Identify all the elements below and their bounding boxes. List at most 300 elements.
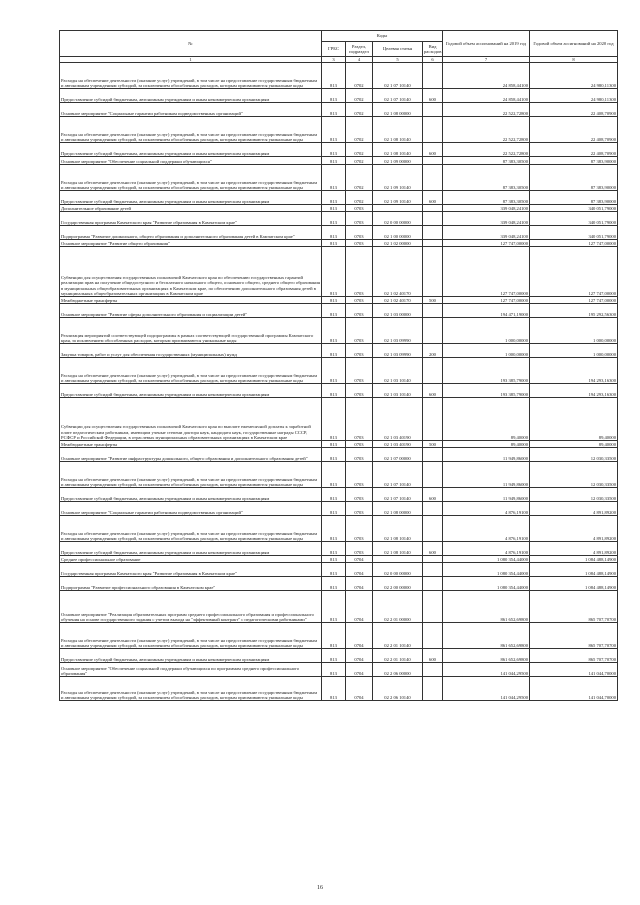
row-amount-2019-cell: 1 080 354,44000 <box>443 563 530 577</box>
row-vid-cell <box>423 502 443 516</box>
row-name-cell: Расходы на обеспечение деятельности (оказание услуг) учреждений, в том числе на предоставление государственным бюджетным и автономным учреждениям субсидий, за исключением обособленных расходов, которым присваиваются уникальные коды <box>60 677 322 701</box>
row-target-cell: 02 1 07 10140 <box>373 462 423 488</box>
table-row <box>60 89 618 103</box>
row-target-cell: 02 1 03 40190 <box>373 398 423 441</box>
row-vid-cell <box>423 240 443 247</box>
row-name-cell: Среднее профессиональное образование <box>60 556 322 563</box>
row-razdel-cell: 0703 <box>346 488 373 502</box>
row-vid-cell: 600 <box>423 89 443 103</box>
row-amount-2020-cell: 127 747,00000 <box>530 297 618 304</box>
table-row <box>60 205 618 212</box>
row-amount-2020-cell: 12 030,33500 <box>530 462 618 488</box>
budget-sheet <box>59 30 617 701</box>
row-amount-2019-cell: 1 000,00000 <box>443 318 530 344</box>
row-grbs-cell: 813 <box>322 240 346 247</box>
row-grbs-cell: 813 <box>322 542 346 556</box>
row-amount-2020-cell: 141 044,70000 <box>530 677 618 701</box>
row-target-cell: 02 1 03 09990 <box>373 318 423 344</box>
row-vid-cell <box>423 117 443 143</box>
row-razdel-cell: 0703 <box>346 247 373 297</box>
row-name-cell: Основное мероприятие "Обеспечение социальной поддержки обучающихся" <box>60 157 322 165</box>
row-vid-cell <box>423 304 443 318</box>
table-body <box>60 63 618 701</box>
row-vid-cell <box>423 157 443 165</box>
row-razdel-cell: 0703 <box>346 502 373 516</box>
row-target-cell: 02 1 09 10140 <box>373 165 423 191</box>
row-grbs-cell: 813 <box>322 441 346 448</box>
row-amount-2019-cell: 87 383,30500 <box>443 157 530 165</box>
row-target-cell: 02 1 09 00000 <box>373 157 423 165</box>
row-vid-cell <box>423 556 443 563</box>
row-target-cell: 02 1 08 10140 <box>373 143 423 157</box>
row-razdel-cell: 0703 <box>346 384 373 398</box>
row-vid-cell: 500 <box>423 297 443 304</box>
row-vid-cell <box>423 516 443 542</box>
row-razdel-cell: 0704 <box>346 577 373 591</box>
row-razdel-cell: 0703 <box>346 462 373 488</box>
row-grbs-cell: 813 <box>322 226 346 240</box>
row-target-cell: 02 1 02 40170 <box>373 247 423 297</box>
header-grbs: ГРБС <box>322 42 346 57</box>
row-vid-cell <box>423 623 443 649</box>
row-name-cell: Расходы на обеспечение деятельности (оказание услуг) учреждений, в том числе на предоставление государственным бюджетным и автономным учреждениям субсидий, за исключением обособленных расходов, которым присваиваются уникальные коды <box>60 63 322 89</box>
row-amount-2019-cell: 87 383,30500 <box>443 165 530 191</box>
row-target-cell: 02 1 09 10140 <box>373 191 423 205</box>
row-vid-cell <box>423 358 443 384</box>
row-amount-2019-cell: 4 876,19100 <box>443 502 530 516</box>
row-name-cell: Межбюджетные трансферты <box>60 297 322 304</box>
table-row <box>60 318 618 344</box>
table-row <box>60 556 618 563</box>
row-target-cell <box>373 205 423 212</box>
row-name-cell: Подпрограмма "Развитие профессионального образования в Камчатском крае" <box>60 577 322 591</box>
row-vid-cell <box>423 212 443 226</box>
row-amount-2019-cell: 141 044,29500 <box>443 663 530 677</box>
table-row <box>60 542 618 556</box>
row-amount-2019-cell: 11 949,86000 <box>443 462 530 488</box>
row-amount-2020-cell: 24 980,11300 <box>530 63 618 89</box>
table-row <box>60 226 618 240</box>
table-row <box>60 165 618 191</box>
row-grbs-cell: 813 <box>322 318 346 344</box>
row-name-cell: Субвенции для осуществления государственных полномочий Камчатского края по обеспечению государственных гарантий реализации прав на получение общедоступного и бесплатного начального общего, основного общего, среднего общего образования в муниципальных общеобразовательных организациях в Камчатском крае, по обеспечению дополнительного образования детей в муниципальных общеобразовательных организациях в Камчатском крае <box>60 247 322 297</box>
row-target-cell: 02 1 08 00000 <box>373 502 423 516</box>
row-target-cell: 02 1 03 10140 <box>373 384 423 398</box>
row-amount-2020-cell: 1 000,00000 <box>530 318 618 344</box>
row-name-cell: Предоставление субсидий бюджетным, автономным учреждениям и иным некоммерческим организациям <box>60 542 322 556</box>
row-razdel-cell: 0703 <box>346 226 373 240</box>
row-target-cell: 02 2 01 10140 <box>373 649 423 663</box>
row-razdel-cell: 0703 <box>346 304 373 318</box>
table-row <box>60 157 618 165</box>
row-vid-cell <box>423 563 443 577</box>
row-razdel-cell: 0704 <box>346 663 373 677</box>
row-razdel-cell: 0702 <box>346 89 373 103</box>
row-razdel-cell: 0703 <box>346 297 373 304</box>
row-razdel-cell: 0704 <box>346 677 373 701</box>
row-target-cell: 02 1 08 10140 <box>373 516 423 542</box>
row-razdel-cell: 0703 <box>346 448 373 462</box>
header-razdel: Раздел, подраздел <box>346 42 373 57</box>
row-amount-2020-cell: 22 408,70900 <box>530 143 618 157</box>
row-amount-2020-cell: 141 044,70000 <box>530 663 618 677</box>
row-target-cell: 02 1 07 10140 <box>373 488 423 502</box>
row-amount-2020-cell: 87 383,90000 <box>530 165 618 191</box>
row-amount-2020-cell: 865 707,70700 <box>530 649 618 663</box>
row-target-cell: 02 2 06 10140 <box>373 677 423 701</box>
row-grbs-cell: 813 <box>322 157 346 165</box>
row-amount-2019-cell: 339 048,24100 <box>443 212 530 226</box>
table-row <box>60 398 618 441</box>
header-target: Целевая статья <box>373 42 423 57</box>
row-vid-cell <box>423 663 443 677</box>
row-grbs-cell: 813 <box>322 677 346 701</box>
row-amount-2020-cell: 4 891,89200 <box>530 542 618 556</box>
table-row <box>60 344 618 358</box>
row-grbs-cell: 813 <box>322 143 346 157</box>
row-name-cell: Субвенции для осуществления государственных полномочий Камчатского края по выплате ежемесячной доплаты к заработной плате педагогическим работникам, имеющим ученые степени доктора наук, кандидата наук, государственные награды СССР, РСФСР и Российской Федерации, в отраслевых муниципальных образовательных организациях в Камчатском крае <box>60 398 322 441</box>
row-amount-2019-cell: 11 949,86000 <box>443 448 530 462</box>
row-grbs-cell: 813 <box>322 344 346 358</box>
budget-table <box>59 30 618 701</box>
header-index-cell: 7 <box>443 57 530 63</box>
row-vid-cell <box>423 63 443 89</box>
row-vid-cell <box>423 226 443 240</box>
row-razdel-cell: 0702 <box>346 63 373 89</box>
page-number: 16 <box>317 885 323 891</box>
row-name-cell: Государственная программа Камчатского края "Развитие образования в Камчатском крае" <box>60 212 322 226</box>
row-amount-2019-cell: 127 747,00000 <box>443 240 530 247</box>
row-amount-2020-cell: 865 707,70700 <box>530 591 618 623</box>
row-vid-cell <box>423 577 443 591</box>
row-grbs-cell: 813 <box>322 212 346 226</box>
row-target-cell: 02 2 01 10140 <box>373 623 423 649</box>
row-amount-2019-cell: 339 048,24100 <box>443 226 530 240</box>
row-amount-2020-cell: 12 030,33500 <box>530 448 618 462</box>
row-name-cell: Предоставление субсидий бюджетным, автономным учреждениям и иным некоммерческим организациям <box>60 384 322 398</box>
row-amount-2020-cell: 194 293,16300 <box>530 358 618 384</box>
row-target-cell: 02 1 07 10140 <box>373 89 423 103</box>
row-vid-cell <box>423 398 443 441</box>
row-grbs-cell: 813 <box>322 448 346 462</box>
row-razdel-cell: 0703 <box>346 344 373 358</box>
row-amount-2020-cell: 127 747,00000 <box>530 247 618 297</box>
row-razdel-cell: 0703 <box>346 358 373 384</box>
row-name-cell: Основное мероприятие "Развитие сферы дополнительного образования и социализации детей" <box>60 304 322 318</box>
row-grbs-cell: 813 <box>322 462 346 488</box>
row-vid-cell <box>423 247 443 297</box>
row-amount-2019-cell: 87 383,30500 <box>443 191 530 205</box>
row-amount-2020-cell: 340 051,79000 <box>530 212 618 226</box>
row-razdel-cell: 0704 <box>346 556 373 563</box>
table-row <box>60 663 618 677</box>
row-amount-2020-cell: 22 408,70900 <box>530 117 618 143</box>
row-name-cell: Расходы на обеспечение деятельности (оказание услуг) учреждений, в том числе на предоставление государственным бюджетным и автономным учреждениям субсидий, за исключением обособленных расходов, которым присваиваются уникальные коды <box>60 165 322 191</box>
row-razdel-cell: 0703 <box>346 205 373 212</box>
row-amount-2020-cell: 127 747,00000 <box>530 240 618 247</box>
table-row <box>60 304 618 318</box>
row-name-cell: Предоставление субсидий бюджетным, автономным учреждениям и иным некоммерческим организациям <box>60 143 322 157</box>
row-vid-cell <box>423 677 443 701</box>
table-row <box>60 212 618 226</box>
table-row <box>60 563 618 577</box>
row-name-cell: Основное мероприятие "Обеспечение социальной поддержки обучающихся по программам среднего профессионального образования" <box>60 663 322 677</box>
header-row-top <box>60 31 618 42</box>
row-razdel-cell: 0702 <box>346 103 373 117</box>
table-row <box>60 358 618 384</box>
row-amount-2019-cell: 861 652,69800 <box>443 591 530 623</box>
table-row <box>60 143 618 157</box>
row-razdel-cell: 0702 <box>346 143 373 157</box>
table-row <box>60 240 618 247</box>
row-amount-2019-cell: 11 949,86000 <box>443 488 530 502</box>
row-name-cell: Подпрограмма "Развитие дошкольного, общего образования и дополнительного образования детей в Камчатском крае" <box>60 226 322 240</box>
table-row <box>60 63 618 89</box>
row-amount-2020-cell: 1 084 488,14900 <box>530 577 618 591</box>
row-amount-2020-cell: 4 891,89200 <box>530 502 618 516</box>
row-name-cell: Расходы на обеспечение деятельности (оказание услуг) учреждений, в том числе на предоставление государственным бюджетным и автономным учреждениям субсидий, за исключением обособленных расходов, которым присваиваются уникальные коды <box>60 516 322 542</box>
header-index-cell: 8 <box>530 57 618 63</box>
row-grbs-cell: 813 <box>322 556 346 563</box>
row-razdel-cell: 0702 <box>346 191 373 205</box>
row-vid-cell: 200 <box>423 344 443 358</box>
row-amount-2019-cell: 22 522,72800 <box>443 143 530 157</box>
row-grbs-cell: 813 <box>322 591 346 623</box>
row-name-cell: Расходы на обеспечение деятельности (оказание услуг) учреждений, в том числе на предоставление государственным бюджетным и автономным учреждениям субсидий, за исключением обособленных расходов, которым присваиваются уникальные коды <box>60 462 322 488</box>
row-vid-cell: 600 <box>423 649 443 663</box>
row-grbs-cell: 813 <box>322 502 346 516</box>
row-target-cell: 02 1 02 00000 <box>373 240 423 247</box>
row-razdel-cell: 0703 <box>346 398 373 441</box>
header-num: № <box>60 31 322 57</box>
table-row <box>60 623 618 649</box>
row-vid-cell: 600 <box>423 191 443 205</box>
row-amount-2019-cell: 127 747,00000 <box>443 247 530 297</box>
header-year-2019: Годовой объем ассигнований на 2019 год <box>443 31 530 57</box>
row-amount-2019-cell: 127 747,00000 <box>443 297 530 304</box>
row-grbs-cell: 813 <box>322 205 346 212</box>
row-amount-2019-cell: 193 385,79000 <box>443 384 530 398</box>
row-amount-2020-cell: 4 891,89200 <box>530 516 618 542</box>
row-grbs-cell: 813 <box>322 358 346 384</box>
row-amount-2020-cell: 1 084 488,14900 <box>530 563 618 577</box>
row-vid-cell <box>423 318 443 344</box>
row-amount-2019-cell: 194 471,19000 <box>443 304 530 318</box>
row-razdel-cell: 0703 <box>346 240 373 247</box>
row-grbs-cell: 813 <box>322 191 346 205</box>
row-amount-2019-cell: 861 652,69800 <box>443 623 530 649</box>
row-target-cell: 02 2 00 00000 <box>373 577 423 591</box>
row-amount-2019-cell: 339 048,24100 <box>443 205 530 212</box>
row-amount-2019-cell: 4 876,19100 <box>443 542 530 556</box>
row-amount-2020-cell: 194 293,16300 <box>530 384 618 398</box>
row-amount-2020-cell: 22 408,70900 <box>530 103 618 117</box>
row-target-cell: 02 1 02 40170 <box>373 297 423 304</box>
table-row <box>60 297 618 304</box>
row-target-cell: 02 1 07 00000 <box>373 448 423 462</box>
row-name-cell: Межбюджетные трансферты <box>60 441 322 448</box>
row-grbs-cell: 813 <box>322 89 346 103</box>
row-grbs-cell: 813 <box>322 304 346 318</box>
row-grbs-cell: 813 <box>322 577 346 591</box>
row-vid-cell <box>423 165 443 191</box>
row-amount-2019-cell: 24 858,44100 <box>443 89 530 103</box>
row-razdel-cell: 0703 <box>346 318 373 344</box>
row-name-cell: Дополнительное образование детей <box>60 205 322 212</box>
table-row <box>60 462 618 488</box>
row-vid-cell: 600 <box>423 488 443 502</box>
row-amount-2019-cell: 22 522,72800 <box>443 117 530 143</box>
row-amount-2020-cell: 12 030,33500 <box>530 488 618 502</box>
row-amount-2020-cell: 89,40000 <box>530 398 618 441</box>
table-row <box>60 103 618 117</box>
header-codes: Коды <box>322 31 443 42</box>
header-index-cell: 1 <box>60 57 322 63</box>
row-grbs-cell: 813 <box>322 297 346 304</box>
row-target-cell: 02 1 08 10140 <box>373 117 423 143</box>
row-amount-2019-cell: 861 652,69800 <box>443 649 530 663</box>
row-grbs-cell: 813 <box>322 117 346 143</box>
table-row <box>60 117 618 143</box>
row-amount-2019-cell: 89,40000 <box>443 441 530 448</box>
row-target-cell: 02 1 08 00000 <box>373 103 423 117</box>
table-row <box>60 502 618 516</box>
row-razdel-cell: 0703 <box>346 441 373 448</box>
row-razdel-cell: 0702 <box>346 117 373 143</box>
row-grbs-cell: 813 <box>322 649 346 663</box>
row-vid-cell <box>423 103 443 117</box>
row-grbs-cell: 813 <box>322 165 346 191</box>
row-name-cell: Основное мероприятие "Социальные гарантии работникам подведомственных организаций" <box>60 502 322 516</box>
row-name-cell: Основное мероприятие "Социальные гарантии работникам подведомственных организаций" <box>60 103 322 117</box>
row-grbs-cell: 813 <box>322 663 346 677</box>
row-name-cell: Расходы на обеспечение деятельности (оказание услуг) учреждений, в том числе на предоставление государственным бюджетным и автономным учреждениям субсидий, за исключением обособленных расходов, которым присваиваются уникальные коды <box>60 358 322 384</box>
row-name-cell: Предоставление субсидий бюджетным, автономным учреждениям и иным некоммерческим организациям <box>60 649 322 663</box>
row-name-cell: Предоставление субсидий бюджетным, автономным учреждениям и иным некоммерческим организациям <box>60 488 322 502</box>
row-amount-2020-cell: 24 980,11300 <box>530 89 618 103</box>
row-target-cell: 02 1 03 40190 <box>373 441 423 448</box>
row-amount-2019-cell: 141 044,29500 <box>443 677 530 701</box>
row-amount-2019-cell: 1 080 354,44000 <box>443 556 530 563</box>
table-row <box>60 516 618 542</box>
row-target-cell: 02 0 00 00000 <box>373 563 423 577</box>
table-row <box>60 591 618 623</box>
row-amount-2019-cell: 1 080 354,44000 <box>443 577 530 591</box>
header-index-cell: 4 <box>346 57 373 63</box>
row-target-cell: 02 1 03 10140 <box>373 358 423 384</box>
row-razdel-cell: 0704 <box>346 591 373 623</box>
row-amount-2019-cell: 89,40000 <box>443 398 530 441</box>
row-vid-cell <box>423 205 443 212</box>
table-row <box>60 488 618 502</box>
row-name-cell: Предоставление субсидий бюджетным, автономным учреждениям и иным некоммерческим организациям <box>60 89 322 103</box>
row-grbs-cell: 813 <box>322 63 346 89</box>
row-razdel-cell: 0702 <box>346 165 373 191</box>
table-row <box>60 577 618 591</box>
header-index-cell: 3 <box>322 57 346 63</box>
row-target-cell: 02 1 00 00000 <box>373 226 423 240</box>
row-amount-2020-cell: 87 383,90000 <box>530 191 618 205</box>
row-name-cell: Расходы на обеспечение деятельности (оказание услуг) учреждений, в том числе на предоставление государственным бюджетным и автономным учреждениям субсидий, за исключением обособленных расходов, которым присваиваются уникальные коды <box>60 117 322 143</box>
row-name-cell: Реализация мероприятий соответствующей подпрограммы в рамках соответствующей государственной программы Камчатского края, за исключением обособленных расходов, которым присваиваются уникальные коды <box>60 318 322 344</box>
row-amount-2019-cell: 22 522,72800 <box>443 103 530 117</box>
row-amount-2020-cell: 89,40000 <box>530 441 618 448</box>
row-grbs-cell: 813 <box>322 247 346 297</box>
row-vid-cell: 500 <box>423 441 443 448</box>
row-razdel-cell: 0704 <box>346 563 373 577</box>
row-vid-cell <box>423 448 443 462</box>
row-amount-2020-cell: 87 383,90000 <box>530 157 618 165</box>
table-row <box>60 247 618 297</box>
row-name-cell: Предоставление субсидий бюджетным, автономным учреждениям и иным некоммерческим организациям <box>60 191 322 205</box>
row-razdel-cell: 0704 <box>346 649 373 663</box>
row-target-cell: 02 1 03 00000 <box>373 304 423 318</box>
row-target-cell: 02 2 01 00000 <box>373 591 423 623</box>
row-grbs-cell: 813 <box>322 103 346 117</box>
row-name-cell: Основное мероприятие "Реализация образовательных программ среднего профессионального образования и профессионального обучения на основе государственного задания с учетом выхода на "эффективный контракт" с педагогическими работниками" <box>60 591 322 623</box>
row-target-cell: 02 2 06 00000 <box>373 663 423 677</box>
row-razdel-cell: 0702 <box>346 157 373 165</box>
row-target-cell: 02 1 07 10140 <box>373 63 423 89</box>
row-vid-cell: 600 <box>423 143 443 157</box>
row-amount-2019-cell: 1 000,00000 <box>443 344 530 358</box>
row-target-cell: 02 1 08 10140 <box>373 542 423 556</box>
row-grbs-cell: 813 <box>322 563 346 577</box>
row-amount-2020-cell: 1 000,00000 <box>530 344 618 358</box>
header-year-2020: Годовой объем ассигнований на 2020 год <box>530 31 618 57</box>
table-row <box>60 677 618 701</box>
row-grbs-cell: 813 <box>322 398 346 441</box>
row-grbs-cell: 813 <box>322 516 346 542</box>
row-amount-2019-cell: 193 385,79000 <box>443 358 530 384</box>
row-razdel-cell: 0704 <box>346 623 373 649</box>
table-row <box>60 191 618 205</box>
header-vid: Вид расходов <box>423 42 443 57</box>
row-amount-2019-cell: 24 858,44100 <box>443 63 530 89</box>
table-row <box>60 448 618 462</box>
row-name-cell: Государственная программа Камчатского края "Развитие образования в Камчатском крае" <box>60 563 322 577</box>
row-razdel-cell: 0703 <box>346 212 373 226</box>
row-razdel-cell: 0703 <box>346 542 373 556</box>
row-amount-2020-cell: 340 051,79000 <box>530 205 618 212</box>
row-name-cell: Расходы на обеспечение деятельности (оказание услуг) учреждений, в том числе на предоставление государственным бюджетным и автономным учреждениям субсидий, за исключением обособленных расходов, которым присваиваются уникальные коды <box>60 623 322 649</box>
row-vid-cell <box>423 591 443 623</box>
row-amount-2020-cell: 195 292,56300 <box>530 304 618 318</box>
row-razdel-cell: 0703 <box>346 516 373 542</box>
row-amount-2019-cell: 4 876,19100 <box>443 516 530 542</box>
row-amount-2020-cell: 340 051,79000 <box>530 226 618 240</box>
row-amount-2020-cell: 865 707,70700 <box>530 623 618 649</box>
table-row <box>60 649 618 663</box>
row-target-cell <box>373 556 423 563</box>
row-name-cell: Закупка товаров, работ и услуг для обеспечения государственных (муниципальных) нужд <box>60 344 322 358</box>
row-name-cell: Основное мероприятие "Развитие инфраструктуры дошкольного, общего образования и дополнительного образования детей" <box>60 448 322 462</box>
row-vid-cell: 600 <box>423 384 443 398</box>
row-name-cell: Основное мероприятие "Развитие общего образования" <box>60 240 322 247</box>
row-target-cell: 02 0 00 00000 <box>373 212 423 226</box>
row-amount-2020-cell: 1 084 488,14900 <box>530 556 618 563</box>
row-grbs-cell: 813 <box>322 623 346 649</box>
table-row <box>60 384 618 398</box>
header-index-cell: 6 <box>423 57 443 63</box>
row-grbs-cell: 813 <box>322 384 346 398</box>
row-vid-cell <box>423 462 443 488</box>
row-target-cell: 02 1 03 09990 <box>373 344 423 358</box>
header-index-cell: 5 <box>373 57 423 63</box>
table-row <box>60 441 618 448</box>
row-grbs-cell: 813 <box>322 488 346 502</box>
row-vid-cell: 600 <box>423 542 443 556</box>
